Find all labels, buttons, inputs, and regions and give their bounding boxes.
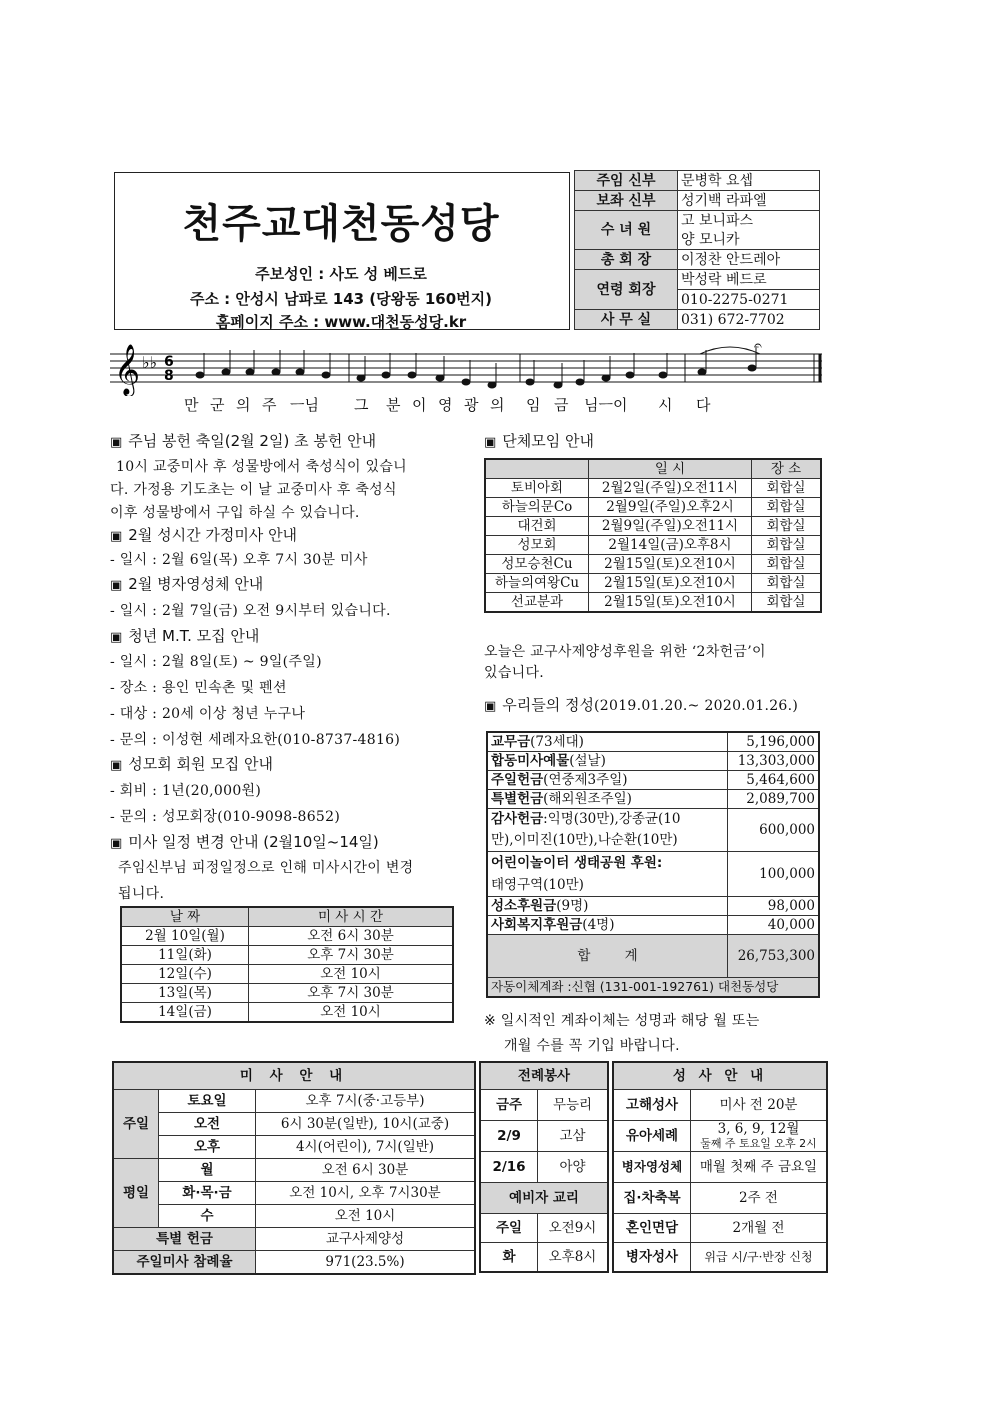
section-head-groups: ▣ 단체모임 안내 [484,432,595,450]
music-note [626,372,635,379]
service-week: 2/16 [480,1152,538,1183]
offering-label: 감사헌금 [491,811,544,827]
sacrament-label: 고해성사 [613,1090,691,1121]
youth-phone: 010-2275-0271 [678,290,820,310]
monday-label: 월 [159,1159,256,1182]
attendance-rate-value: 971(23.5%) [256,1251,476,1275]
attendance-rate-label: 주일미사 참례율 [113,1251,256,1275]
offering-period: (2019.01.20.~ 2020.01.26.) [594,698,799,714]
sched-row [121,946,453,965]
sacrament-value: 매월 첫째 주 금요일 [691,1152,828,1183]
group-name: 토비아회 [485,479,589,498]
hymn-staff [110,336,825,396]
sister-1: 고 보니파스 [678,211,820,231]
sched-time: 오전 10시 [249,965,454,984]
sched-row [121,965,453,984]
sacrament-label: 병자영성체 [613,1152,691,1183]
group-name: 하늘의여왕Cu [485,574,589,593]
lyric-syllable: 금 [554,396,569,414]
special-collection-value: 교구사제양성 [256,1228,476,1251]
group-row [485,479,821,498]
baptism-time: 둘째 주 토요일 오후 2시 [700,1136,817,1150]
mothers-club-contact: - 문의 : 성모회장(010-9098-8652) [110,809,341,825]
section-head-candle: ▣ 주님 봉헌 축일(2월 2일) 초 봉헌 안내 [110,432,377,450]
music-note [408,372,417,379]
sacrament-value: 위급 시/구·반장 신청 [691,1243,828,1273]
group-time: 2월14일(금)오후8시 [589,536,752,555]
section-head-holy-hour: ▣ 2월 성시간 가정미사 안내 [110,526,298,544]
offering-detail: (연중제3주일) [543,772,628,788]
sacrament-label: 유아세례 [613,1121,691,1152]
offering-detail: (73세대) [530,734,584,750]
music-note [576,379,585,386]
sisters-label: 수 녀 원 [575,211,678,250]
holy-hour-text: - 일시 : 2월 6일(목) 오후 7시 30분 미사 [110,552,368,568]
sched-date: 2월 10일(월) [121,927,249,946]
music-note [488,382,497,389]
offering-amount: 13,303,000 [728,752,820,771]
group-place: 회합실 [752,536,822,555]
transfer-note-1: ※ 일시적인 계좌이체는 성명과 해당 월 또는 [484,1013,760,1029]
service-team: 아양 [538,1152,609,1183]
catechumen-head: 예비자 교리 [480,1183,608,1214]
group-time: 2월15일(토)오전10시 [589,574,752,593]
second-collection-notice-2: 있습니다. [484,665,545,681]
sched-date: 13일(목) [121,984,249,1003]
music-note [296,369,305,376]
group-time: 2월2일(주일)오전11시 [589,479,752,498]
music-note [526,379,535,386]
sacrament-head: 성 사 안 내 [613,1062,827,1090]
sched-date: 14일(금) [121,1003,249,1023]
patron-saint: 주보성인 : 사도 성 베드로 [255,265,427,283]
offering-total-label: 합 계 [487,935,728,978]
president-name: 이정찬 안드레아 [678,250,820,270]
sched-row [121,984,453,1003]
sched-time: 오전 6시 30분 [249,927,454,946]
groups-table [484,458,822,613]
group-row [485,574,821,593]
music-note [196,372,205,379]
mass-schedule-table [120,906,454,1023]
catechumen-day: 주일 [480,1214,538,1243]
offering-detail: (4명) [582,917,615,933]
music-note [748,365,757,372]
parish-title: 천주교대천동성당 [182,201,500,247]
lyric-syllable: 의 [490,396,505,414]
liturgy-service-table [479,1061,609,1273]
section-head-mothers-club: ▣ 성모회 회원 모집 안내 [110,755,274,773]
offering-label: 어린이놀이터 생태공원 후원: [491,855,663,871]
offering-detail: :익명(30만),강종균(10 [543,811,681,827]
sacrament-value: 2주 전 [691,1183,828,1214]
saturday-label: 토요일 [159,1090,256,1113]
pastor-name: 문병학 요셉 [678,171,820,191]
sunday-pm-time: 4시(어린이), 7시(일반) [256,1136,476,1159]
section-head-youth-mt: ▣ 청년 M.T. 모집 안내 [110,627,260,645]
assistant-name: 성기백 라파엘 [678,191,820,211]
music-note [462,379,471,386]
special-collection-label: 특별 헌금 [113,1228,256,1251]
youth-mt-place: - 장소 : 용인 민속촌 및 펜션 [110,680,287,696]
lyric-syllable: 주 [262,396,277,414]
schedule-change-text-1: 주임신부님 피정일정으로 인해 미사시간이 변경 [118,860,414,876]
president-label: 총 회 장 [575,250,678,270]
offering-amount: 5,196,000 [728,732,820,752]
group-name: 대건회 [485,517,589,536]
candle-text-3: 이후 성물방에서 구입 하실 수 있습니다. [110,505,360,521]
music-note [602,375,611,382]
service-team: 무능리 [538,1090,609,1121]
lyric-syllable: 임 [526,396,541,414]
second-collection-notice-1: 오늘은 교구사제양성후원을 위한 ‘2차헌금’이 [484,644,766,660]
sched-date: 11일(화) [121,946,249,965]
sacrament-label: 집·차축복 [613,1183,691,1214]
music-note [698,369,707,376]
music-note [272,369,281,376]
youth-name: 박성락 베드로 [678,270,820,290]
offering-detail-2: 만),이미진(10만),나순환(10만) [491,832,678,848]
fermata-icon: 𝄐 [754,338,762,354]
offering-label: 주일헌금 [491,772,544,788]
youth-mt-target: - 대상 : 20세 이상 청년 누구나 [110,706,306,722]
tue-thu-fri-time: 오전 10시, 오후 7시30분 [256,1182,476,1205]
offering-table [486,731,820,998]
wednesday-time: 오전 10시 [256,1205,476,1228]
service-week: 2/9 [480,1121,538,1152]
music-note [436,375,445,382]
sister-2: 양 모니카 [678,230,820,250]
svg-text:6: 6 [164,354,174,370]
sched-time: 오전 10시 [249,1003,454,1023]
section-head-offering: ▣ 우리들의 정성(2019.01.20.~ 2020.01.26.) [484,696,799,714]
offering-total: 26,753,300 [728,935,820,978]
offering-label: 교무금 [491,734,531,750]
lyric-syllable: 만 [184,396,199,414]
group-row [485,555,821,574]
parish-address: 주소 : 안성시 남파로 143 (당왕동 160번지) [189,290,493,308]
sacrament-value: 미사 전 20분 [691,1090,828,1121]
youth-mt-date: - 일시 : 2월 8일(토) ~ 9일(주일) [110,654,322,670]
sched-time: 오후 7시 30분 [249,946,454,965]
music-note [659,372,668,379]
youth-mt-contact: - 문의 : 이성현 세례자요한(010-8737-4816) [110,732,401,748]
office-phone: 031) 672-7702 [678,310,820,330]
music-note [357,375,366,382]
candle-text-2: 다. 가정용 기도초는 이 날 교중미사 후 축성식 [110,482,397,498]
monday-time: 오전 6시 30분 [256,1159,476,1182]
assistant-label: 보좌 신부 [575,191,678,211]
svg-text:8: 8 [164,368,174,384]
offering-detail: (해외원조주일) [543,791,632,807]
mothers-club-fee: - 회비 : 1년(20,000원) [110,783,262,799]
offering-amount: 5,464,600 [728,771,820,790]
offering-amount: 40,000 [728,916,820,935]
section-head-sick-communion: ▣ 2월 병자영성체 안내 [110,575,264,593]
candle-text-1: 10시 교중미사 후 성물방에서 축성식이 있습니 [116,459,407,475]
mass-info-table [112,1061,476,1275]
staff-table [574,170,820,330]
offering-amount: 600,000 [728,809,820,852]
group-time: 2월15일(토)오전10시 [589,593,752,613]
lyric-syllable: 의 [236,396,251,414]
svg-text:♭♭: ♭♭ [142,353,158,372]
group-name: 성모회 [485,536,589,555]
section-head-schedule-change: ▣ 미사 일정 변경 안내 (2월10일~14일) [110,833,379,851]
sched-col-time: 미 사 시 간 [249,907,454,927]
music-note [382,372,391,379]
sched-row [121,927,453,946]
group-name: 하늘의문Co [485,498,589,517]
catechumen-time: 오전9시 [538,1214,609,1243]
offering-detail-2: 태영구역(10만) [491,877,584,893]
group-place: 회합실 [752,517,822,536]
music-note [246,369,255,376]
group-name: 성모승천Cu [485,555,589,574]
sick-communion-text: - 일시 : 2월 7일(금) 오전 9시부터 있습니다. [110,603,391,619]
music-note [222,369,231,376]
lyric-syllable: 영 [438,396,453,414]
parish-homepage: 홈페이지 주소 : www.대천동성당.kr [215,313,467,331]
group-row [485,498,821,517]
lyric-syllable: 이 [412,396,427,414]
youth-label: 연령 회장 [575,270,678,310]
sacrament-value: 2개월 전 [691,1214,828,1243]
lyric-syllable: 다 [696,396,711,414]
music-note [322,372,331,379]
schedule-change-text-2: 됩니다. [118,886,165,902]
group-time: 2월9일(주일)오후2시 [589,498,752,517]
group-place: 회합실 [752,593,822,613]
lyric-syllable: 분 [386,396,401,414]
group-row [485,536,821,555]
offering-label: 사회복지후원금 [491,917,583,933]
offering-amount: 100,000 [728,852,820,897]
lyric-syllable: 광 [464,396,479,414]
catechumen-time: 오후8시 [538,1243,609,1273]
offering-label: 합동미사예물 [491,753,570,769]
service-week: 금주 [480,1090,538,1121]
group-time: 2월9일(주일)오전11시 [589,517,752,536]
groups-col-time: 일 시 [589,459,752,479]
sunday-am-time: 6시 30분(일반), 10시(교중) [256,1113,476,1136]
sched-date: 12일(수) [121,965,249,984]
offering-detail: (9명) [556,898,589,914]
group-place: 회합실 [752,574,822,593]
sched-time: 오후 7시 30분 [249,984,454,1003]
offering-label: 특별헌금 [491,791,544,807]
pastor-label: 주임 신부 [575,171,678,191]
sacrament-label: 병자성사 [613,1243,691,1273]
office-label: 사 무 실 [575,310,678,330]
lyric-syllable: ㅡ님 [290,396,319,414]
lyric-syllable: 님ㅡ이 [584,396,628,414]
sunday-pm-label: 오후 [159,1136,256,1159]
group-row [485,593,821,613]
weekday-label: 평일 [113,1159,159,1228]
sacrament-table [612,1061,828,1273]
lyric-syllable: 군 [210,396,225,414]
group-place: 회합실 [752,555,822,574]
mass-info-head: 미 사 안 내 [113,1062,475,1090]
transfer-note-2: 개월 수를 꼭 기입 바랍니다. [504,1038,680,1054]
lyric-syllable: 그 [354,396,369,414]
bank-account: 자동이체계좌 :신협 (131-001-192761) 대천동성당 [487,978,819,998]
treble-clef-icon: 𝄞 [114,344,141,395]
sunday-label: 주일 [113,1090,159,1159]
tue-thu-fri-label: 화·목·금 [159,1182,256,1205]
baptism-months: 3, 6, 9, 12월 [717,1120,800,1137]
saturday-time: 오후 7시(중·고등부) [256,1090,476,1113]
group-time: 2월15일(토)오전10시 [589,555,752,574]
sched-col-date: 날 짜 [121,907,249,927]
offering-label: 성소후원금 [491,898,557,914]
offering-detail: (설날) [569,753,606,769]
lyric-syllable: 시 [658,396,673,414]
catechumen-day: 화 [480,1243,538,1273]
offering-amount: 2,089,700 [728,790,820,809]
sacrament-label: 혼인면담 [613,1214,691,1243]
sched-row [121,1003,453,1023]
wednesday-label: 수 [159,1205,256,1228]
liturgy-service-head: 전례봉사 [480,1062,608,1090]
service-team: 고삼 [538,1121,609,1152]
group-place: 회합실 [752,498,822,517]
group-row [485,517,821,536]
group-place: 회합실 [752,479,822,498]
group-name: 선교분과 [485,593,589,613]
offering-amount: 98,000 [728,897,820,916]
groups-col-name [485,459,589,479]
sunday-am-label: 오전 [159,1113,256,1136]
music-note [554,382,563,389]
groups-col-place: 장 소 [752,459,822,479]
